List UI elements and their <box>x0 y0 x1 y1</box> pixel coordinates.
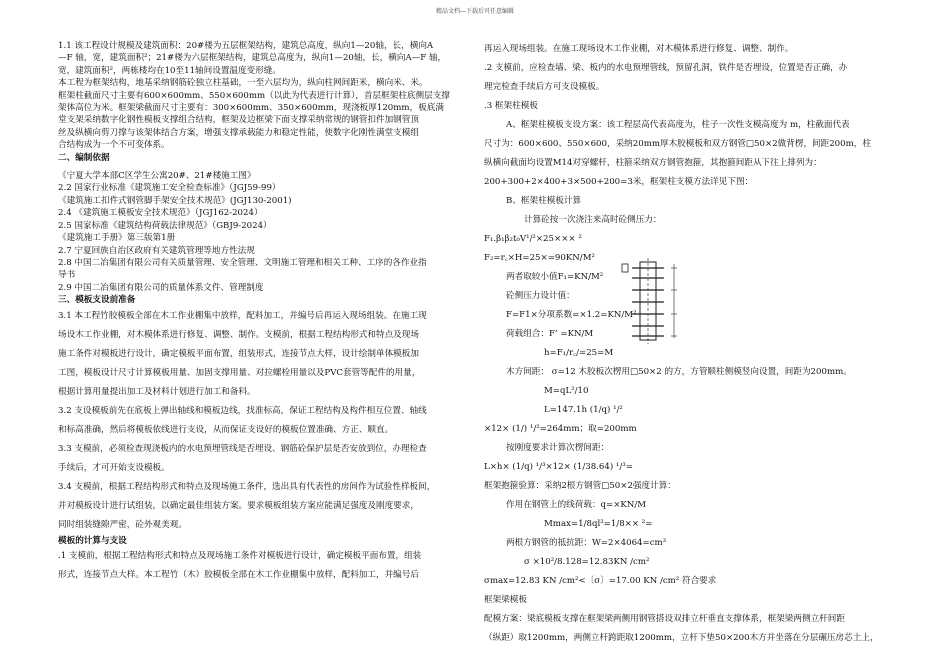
text-line: .3 框架柱模板 <box>484 101 538 111</box>
text-line: 砼侧压力设计值： <box>506 291 575 301</box>
column-formwork-diagram <box>618 258 690 344</box>
text-line: 两者取较小值F₁=KN/M² <box>506 272 604 282</box>
text-line: 200+300+2×400+3×500+200=3米，框架柱支模方法详见下图： <box>484 177 754 187</box>
text-line: 3.1 本工程竹胶模板全部在木工作业棚集中放样，配料加工，并编号后再运入现场组装。在施工现 <box>58 310 427 321</box>
section-heading: 二、编制依据 <box>58 152 110 163</box>
text-line: 2.2 国家行业标准《建筑施工安全检查标准》（JGJ59-99） <box>58 183 281 194</box>
text-line: 堂支架采纳数字化钢性模板支撑组合结构，框架及边框梁下面支撑采纳常规的钢管扣件加钢管顶 <box>58 115 419 126</box>
text-line: 3.3 支模前，必须检查现浇板内的水电预埋管线是否埋设、钢筋砼保护层是否安放到位，办理检查 <box>58 443 427 454</box>
text-line: 根据计算用量提出加工及材料计划进行加工和备料。 <box>58 386 256 397</box>
text-line: 2.4 《建筑施工模板安全技术规范》（JGJ162-2024） <box>58 208 263 219</box>
text-line: 施工条件对模板进行设计，确定模板平面布置，组装形式，连接节点大样，设计绘制单体模板加 <box>58 348 419 359</box>
text-line: 两根方钢管的抵抗距：W=2×4064=cm³ <box>506 538 667 548</box>
section-heading: 三、模板支设前准备 <box>58 295 136 306</box>
text-line: F₂=r꜀×H=25×=90KN/M² <box>484 253 595 263</box>
text-line: 再运入现场组装。在施工现场设木工作业棚，对木模体系进行修复、调整、制作。 <box>484 44 794 54</box>
left-column <box>58 40 470 585</box>
text-line: F=F1×分项系数=×1.2=KN/M² <box>506 310 637 320</box>
text-line: 导书 <box>58 270 76 281</box>
text-line: 理完检查手续后方可支设模板。 <box>484 82 605 92</box>
text-line: 宽，建筑面积²，两栋楼均在10至11轴间设置温度变形缝。 <box>58 65 281 76</box>
text-line: 手续后，才可开始支设模板。 <box>58 462 170 473</box>
text-line: 荷载组合：F’ =KN/M <box>506 329 594 339</box>
right-column <box>484 40 902 648</box>
text-line: F₁.β₁β₂t₀V¹/²×25××× ² <box>484 234 582 244</box>
text-line: 架体高位为米。框架梁截面尺寸主要有：300×600mm、350×600mm，现浇板厚120mm，板底满 <box>58 103 444 114</box>
text-line: 纵横向截面均设置M14对穿螺杆，柱箍采纳双方钢管抱箍，其抱箍间距从下往上排列为： <box>484 158 822 168</box>
page-header: 精品文档---下载后可任意编辑 <box>435 8 515 15</box>
text-line: .2 支模前，应检查墙、梁、板内的水电预埋管线，预留孔洞，铁件是否埋设，位置是否正确，办 <box>484 63 848 73</box>
text-line: 合结构成为一个不可变体系。 <box>58 140 170 151</box>
text-line: 木方间距： σ=12 木胶板次楞用□50×2 的方，方管顺柱侧模竖向设置，间距为200mm。 <box>506 367 852 377</box>
text-line: 2.8 中国二冶集团有限公司有关质量管理、安全管理、文明施工管理和相关工种、工序的各作业指 <box>58 257 427 268</box>
text-line: 框架梁模板 <box>484 595 527 605</box>
text-line: .1 支模前，根据工程结构形式和特点及现场施工条件对模板进行设计，确定模板平面布置，组装 <box>58 550 422 561</box>
text-line: （纵距）取1200mm，两侧立杆跨距取1200mm，立杆下垫50×200木方并坐落在分层碾压房芯土上， <box>484 633 879 643</box>
text-line: A、框架柱模板支设方案：该工程层高代表高度为，柱子一次性支模高度为 m，柱截面代表 <box>506 120 850 130</box>
text-line: Mmax=1/8ql²=1/8×× ²= <box>544 519 653 529</box>
text-line: 本工程为框架结构，地基采纳钢筋砼独立柱基础，一至六层均为，纵向柱网间距米，横向米、米。 <box>58 78 428 89</box>
text-line: σ ×10²/8.128=12.83KN /cm² <box>524 557 650 567</box>
text-line: —F 轴，宽，建筑面积²；21#楼为六层框架结构，建筑总高度为，纵向1—20轴，长，横向A—F 轴， <box>58 53 447 64</box>
text-line: σmax=12.83 KN /cm²<〔σ〕=17.00 KN /cm² 符合要求 <box>484 576 717 586</box>
text-line: 3.2 支设模板前先在底板上弹出轴线和模板边线，找准标高，保证工程结构及构件相互位置、轴线 <box>58 405 427 416</box>
text-line: 1.1 该工程设计规模及建筑面积：20#楼为五层框架结构，建筑总高度，纵向1—20轴，长，横向A <box>58 41 434 51</box>
text-line: 计算砼按一次浇注来高时砼侧压力： <box>524 215 662 225</box>
text-line: 2.7 宁夏回族自治区政府有关建筑管理等地方性法规 <box>58 245 255 256</box>
text-line: 框架抱箍验算：采纳2根方钢管□50×2强度计算： <box>484 481 676 491</box>
text-line: 并对模板设计进行试组装，以确定最佳组装方案。要求模板组装方案应能满足强度及刚度要求， <box>58 500 419 511</box>
text-line: 《宁夏大学本部C区学生公寓20#、21#楼施工图》 <box>58 171 256 182</box>
text-line: h=F₁/r꜀/=25=M <box>544 348 614 358</box>
text-line: 同时组装缝隙严密，砼外观美观。 <box>58 519 187 530</box>
text-line: ×12× (1/) ¹/²=264mm；取=200mm <box>484 424 637 434</box>
text-line: 2.9 中国二冶集团有限公司的质量体系文件、管理制度 <box>58 282 264 293</box>
text-line: 《建筑施工扣件式钢管脚手架安全技术规范》(JGJ130-2001) <box>58 195 292 206</box>
text-line: 配模方案：梁底模板支撑在框架梁两侧用钢管搭设双排立杆垂直支撑体系，框架梁两侧立杆间距 <box>484 614 845 624</box>
text-line: 形式，连接节点大样。本工程竹（木）胶模板全部在木工作业棚集中放样，配料加工，并编号后 <box>58 569 419 580</box>
text-line: 尺寸为：600×600、550×600，采纳20mm厚木胶模板和双方钢管□50×2做背楞，间距200m，柱 <box>484 139 871 149</box>
text-line: 2.5 国家标准《建筑结构荷载法律规范》（GBJ9-2024） <box>58 220 272 231</box>
text-line: L×h× (1/q) ¹/³×12× (1/38.64) ¹/³= <box>484 462 633 472</box>
section-heading: 模板的计算与支设 <box>58 535 127 546</box>
text-line: 工图，模板设计尺寸计算模板用量、加固支撑用量、对拉螺栓用量以及PVC套管等配件的用量， <box>58 367 421 378</box>
text-line: 场设木工作业棚，对木模体系进行修复、调整、制作。支模前，根据工程结构形式和特点及现场 <box>58 329 419 340</box>
text-line: B、框架柱模板计算 <box>506 196 582 206</box>
text-line: 丝及纵横向剪刀撑与该架体结合方案，增强支撑承载能力和稳定性能，使数字化刚性满堂支模组 <box>58 127 419 138</box>
text-line: 3.4 支模前，根据工程结构形式和特点及现场施工条件，选出具有代表性的房间作为试验性样板间， <box>58 481 436 492</box>
text-line: 《建筑施工手册》第三版第1册 <box>58 233 176 244</box>
text-line: L=147.1h (1/q) ¹/² <box>544 405 623 415</box>
text-line: 和标高准确，然后将模板依线进行支设，从而保证支设好的模板位置准确、方正、顺直。 <box>58 424 394 435</box>
text-line: 作用在钢管上的线荷载：q=×KN/M <box>506 500 647 510</box>
text-line: 按刚度要求计算次楞间距： <box>506 443 610 453</box>
text-line: 框架柱截面尺寸主要有600×600mm、550×600mm（以此为代表进行计算），首层框架柱底侧层支撑 <box>58 90 450 101</box>
text-line: M=qL²/10 <box>544 386 589 396</box>
